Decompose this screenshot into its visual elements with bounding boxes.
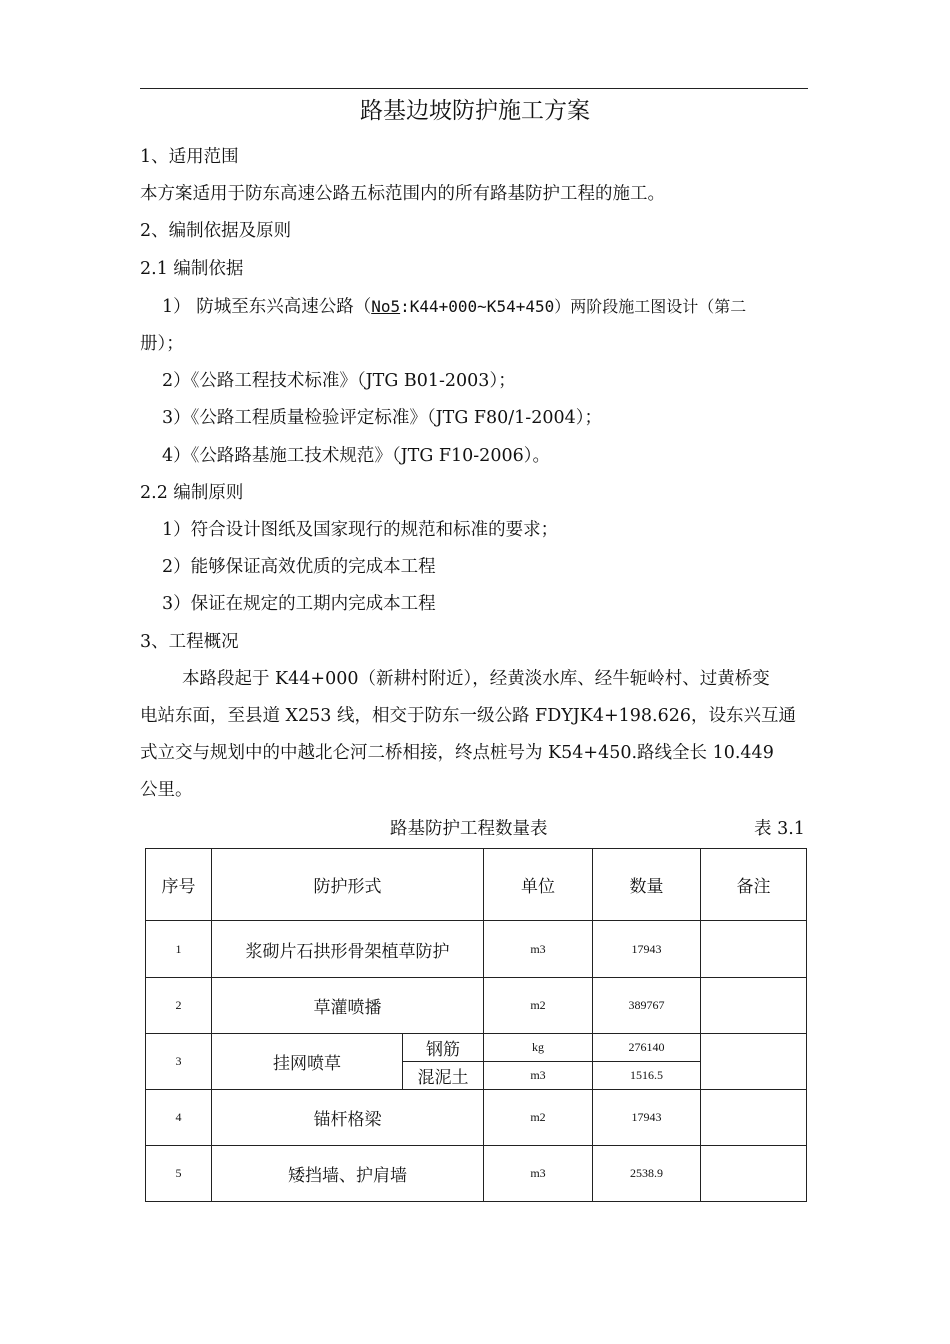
header-form: 防护形式: [212, 849, 484, 921]
row-remark: [701, 921, 807, 978]
row-form: 浆砌片石拱形骨架植草防护: [212, 921, 484, 978]
section-1-heading: 1、适用范围: [140, 147, 239, 167]
principle-2: 2）能够保证高效优质的完成本工程: [162, 557, 436, 577]
row-form: 矮挡墙、护肩墙: [212, 1146, 484, 1202]
table-row: [146, 978, 807, 1034]
header-rule: [140, 88, 808, 89]
row-qty: 1516.5: [593, 1062, 701, 1090]
row-qty: 17943: [593, 921, 701, 978]
table-row: [146, 1146, 807, 1202]
overview-line-4: 公里。: [140, 780, 193, 800]
row-unit: m3: [484, 921, 593, 978]
section-2-2-heading: 2.2 编制原则: [140, 483, 244, 503]
header-unit: 单位: [484, 849, 593, 921]
row-remark: [701, 1034, 807, 1090]
table-header-row: [146, 849, 807, 921]
quantity-table: [145, 848, 807, 1202]
row-no: 3: [146, 1034, 212, 1090]
overview-line-1: 本路段起于 K44+000（新耕村附近），经黄淡水库、经牛轭岭村、过黄桥变: [182, 669, 770, 689]
table-row: [146, 921, 807, 978]
table-number: 表 3.1: [754, 819, 805, 839]
row-form: 锚杆格梁: [212, 1090, 484, 1146]
row-unit: kg: [484, 1034, 593, 1062]
row-remark: [701, 978, 807, 1034]
table-caption: 路基防护工程数量表: [390, 819, 548, 839]
basis-item-1-part-b: :K44+000~K54+450）两阶段施工图设计（第二: [400, 297, 747, 316]
row-unit: m2: [484, 978, 593, 1034]
row-qty: 276140: [593, 1034, 701, 1062]
overview-line-2: 电站东面，至县道 X253 线，相交于防东一级公路 FDYJK4+198.626，设东兴互通: [140, 706, 797, 726]
row-subform: 混泥土: [403, 1062, 484, 1090]
section-3-heading: 3、工程概况: [140, 632, 239, 652]
row-remark: [701, 1090, 807, 1146]
principle-3: 3）保证在规定的工期内完成本工程: [162, 594, 436, 614]
basis-item-1-no: No5: [371, 297, 401, 316]
header-qty: 数量: [593, 849, 701, 921]
row-unit: m3: [484, 1062, 593, 1090]
row-remark: [701, 1146, 807, 1202]
row-no: 1: [146, 921, 212, 978]
row-form: 挂网喷草: [212, 1034, 403, 1090]
overview-line-3: 式立交与规划中的中越北仑河二桥相接，终点桩号为 K54+450.路线全长 10.449: [140, 743, 774, 763]
basis-item-2: 2）《公路工程技术标准》（JTG B01-2003）；: [162, 371, 516, 391]
header-no: 序号: [146, 849, 212, 921]
basis-item-1: [162, 295, 746, 319]
row-no: 5: [146, 1146, 212, 1202]
basis-item-4: 4）《公路路基施工技术规范》（JTG F10-2006）。: [162, 446, 550, 466]
row-qty: 17943: [593, 1090, 701, 1146]
basis-item-1-part-a: 1） 防城至东兴高速公路（: [162, 297, 372, 317]
row-no: 4: [146, 1090, 212, 1146]
principle-1: 1）符合设计图纸及国家现行的规范和标准的要求；: [162, 520, 559, 540]
section-1-body: 本方案适用于防东高速公路五标范围内的所有路基防护工程的施工。: [140, 184, 665, 204]
row-qty: 2538.9: [593, 1146, 701, 1202]
section-2-heading: 2、编制依据及原则: [140, 221, 292, 241]
row-unit: m2: [484, 1090, 593, 1146]
table-row: [146, 1090, 807, 1146]
basis-item-1-cont: 册）；: [140, 334, 184, 354]
table-row: [146, 1034, 807, 1062]
row-form: 草灌喷播: [212, 978, 484, 1034]
row-no: 2: [146, 978, 212, 1034]
row-qty: 389767: [593, 978, 701, 1034]
basis-item-3: 3）《公路工程质量检验评定标准》（JTG F80/1-2004）；: [162, 408, 603, 428]
section-2-1-heading: 2.1 编制依据: [140, 259, 244, 279]
row-subform: 钢筋: [403, 1034, 484, 1062]
row-unit: m3: [484, 1146, 593, 1202]
page-title: 路基边坡防护施工方案: [360, 98, 590, 124]
header-remark: 备注: [701, 849, 807, 921]
